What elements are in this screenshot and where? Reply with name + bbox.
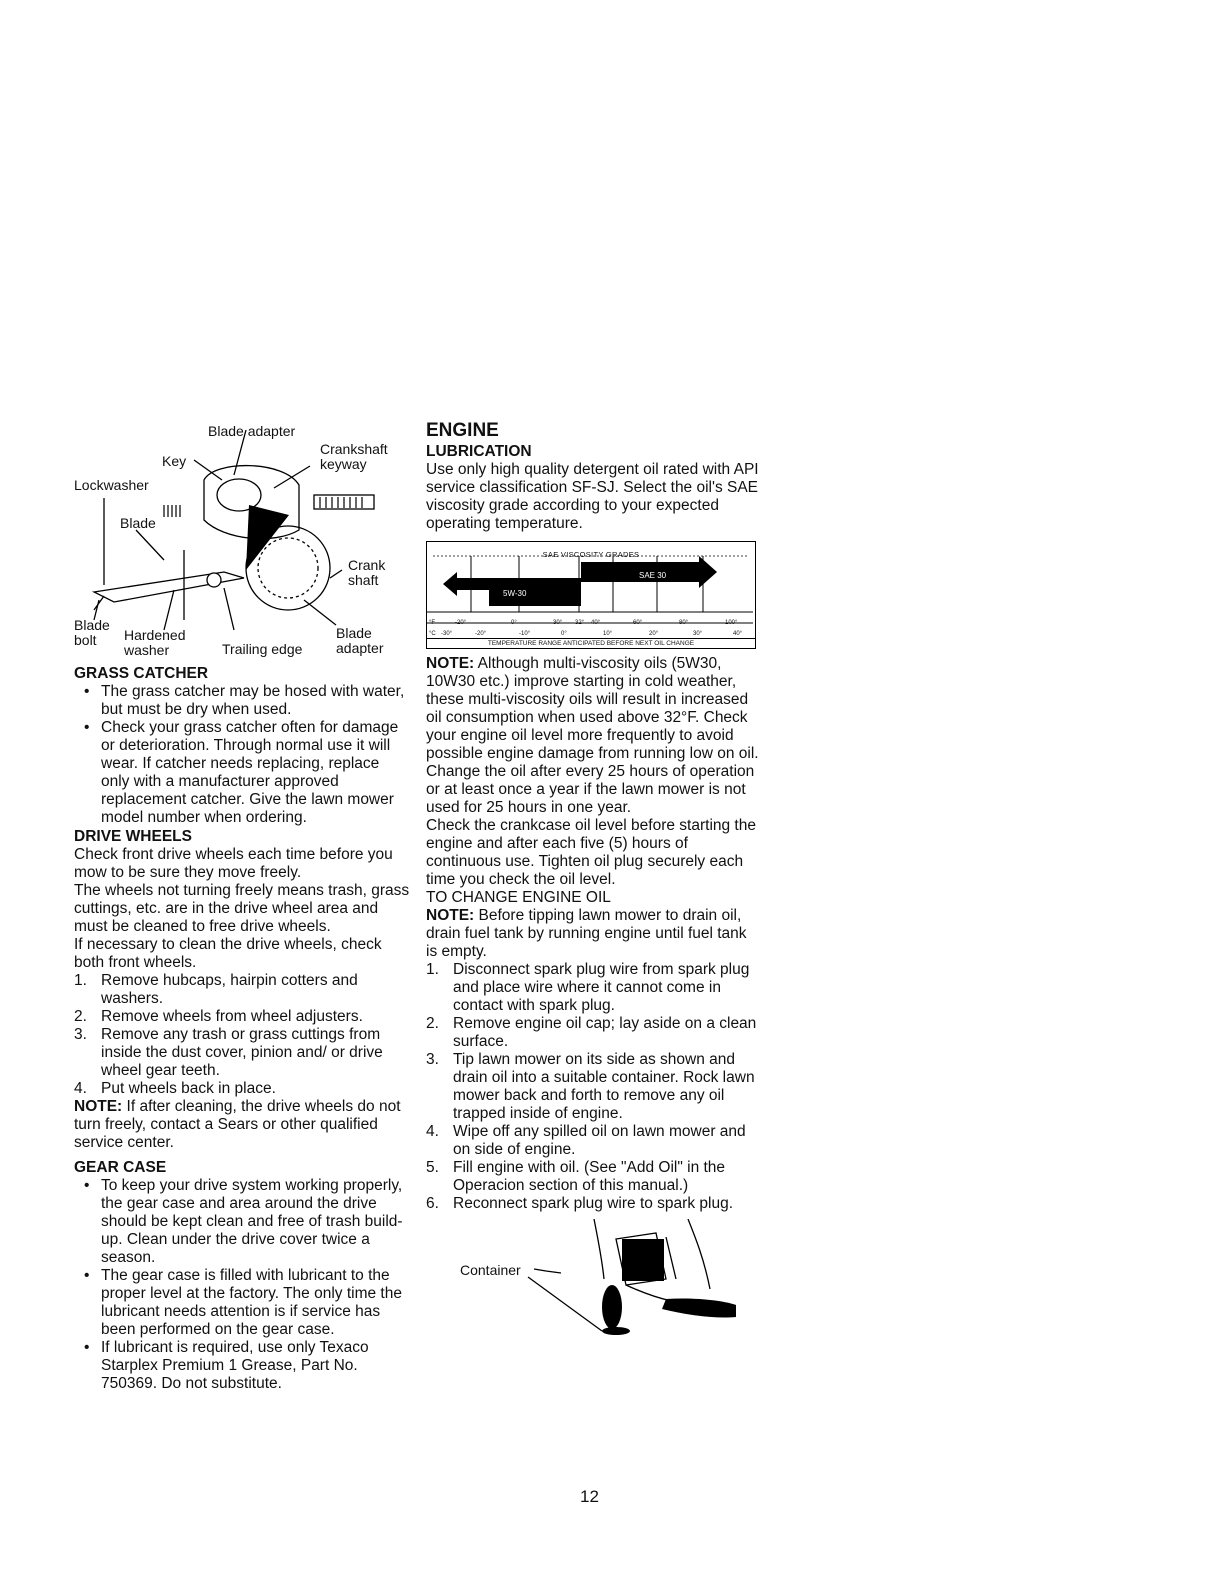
tick-label: 0° [511,620,517,626]
label-blade-adapter-bottom: Blade adapter [336,625,384,656]
bar-label-sae30: SAE 30 [639,571,667,580]
oil-drain-illustration [426,1219,760,1339]
change-oil-paragraph: Change the oil after every 25 hours of operation or at least once a year if the lawn mower is not used for 25 hours in one year. [426,763,755,816]
list-item: • If lubricant is required, use only Texaco Starplex Premium 1 Grease, Part No. 750369. Do not substitute. [74,1339,410,1393]
drive-wheels-steps [74,972,410,1098]
label-key: Key [162,453,187,469]
change-engine-oil-heading: TO CHANGE ENGINE OIL [426,889,611,906]
tick-label: 100° [725,620,738,626]
bar-label-5w30: 5W-30 [503,589,527,598]
engine-heading: ENGINE [426,420,499,441]
label-trailing-edge: Trailing edge [222,641,303,657]
gear-case-list [74,1177,410,1393]
left-column [74,420,410,1393]
change-oil-steps [426,961,760,1213]
list-item: • The grass catcher may be hosed with water, but must be dry when used. [74,683,410,719]
tick-label: 10° [603,631,613,637]
label-blade-bolt: Blade bolt [74,617,110,648]
drive-wheels-paragraph: The wheels not turning freely means trash, grass cuttings, etc. are in the drive wheel area and must be cleaned to free drive wheels. [74,882,410,935]
tick-label: 40° [733,631,743,637]
list-item: 6. Reconnect spark plug wire to spark plug. [426,1195,734,1212]
list-item: 1. Remove hubcaps, hairpin cotters and washers. [74,972,358,1007]
page-number: 12 [580,1487,599,1506]
list-item: • Check your grass catcher often for damage or deterioration. Through normal use it will wear. If catcher needs replacing, replace only with a manufacturer approved replacement catcher. Give the lawn mower model number when ordering. [74,719,410,827]
tick-label: 30° [553,620,563,626]
engine-note: NOTE: Although multi-viscosity oils (5W30, 10W30 etc.) improve starting in cold weather, these multi-viscosity oils will result in increased oil consumption when used above 32°F. Check your engine oil level more frequently to avoid possible engine damage from running low on oil. [426,655,759,762]
drive-wheels-paragraph: Check front drive wheels each time before you mow to be sure they move freely. [74,846,393,881]
list-item: 5. Fill engine with oil. (See "Add Oil" in the Operacion section of this manual.) [426,1159,726,1194]
list-item: 1. Disconnect spark plug wire from spark plug and place wire where it cannot come in contact with spark plug. [426,961,750,1014]
drive-wheels-paragraph: If necessary to clean the drive wheels, check both front wheels. [74,936,382,971]
list-item: 3. Remove any trash or grass cuttings from inside the dust cover, pinion and/ or drive wheel gear teeth. [74,1026,383,1079]
sae-viscosity-chart [426,541,756,649]
gear-case-heading: GEAR CASE [74,1159,167,1176]
drive-wheels-note: NOTE: If after cleaning, the drive wheels do not turn freely, contact a Sears or other qualified service center. [74,1098,401,1151]
tick-label: °C [429,631,436,637]
tick-label: 32° [575,620,585,626]
label-blade: Blade [120,515,156,531]
tick-label: 20° [649,631,659,637]
label-lockwasher: Lockwasher [74,477,149,493]
list-item: • The gear case is filled with lubricant to the proper level at the factory. The only time the lubricant needs attention is if service has been performed on the gear case. [74,1267,410,1339]
lubrication-intro: Use only high quality detergent oil rated with API service classification SF-SJ. Select the oil's SAE viscosity grade according to your expected operating temperature. [426,461,759,532]
list-item: 2. Remove engine oil cap; lay aside on a clean surface. [426,1015,757,1050]
tick-label: 0° [561,631,567,637]
list-item: 3. Tip lawn mower on its side as shown and drain oil into a suitable container. Rock lawn mower back and forth to remove any oil trapped inside of engine. [426,1051,755,1122]
lubrication-heading: LUBRICATION [426,443,532,460]
label-crankshaft-keyway: Crankshaft keyway [320,441,388,472]
list-item: 4. Put wheels back in place. [74,1080,276,1097]
label-container: Container [460,1262,521,1278]
list-item: 2. Remove wheels from wheel adjusters. [74,1008,363,1025]
label-hardened-washer: Hardened washer [124,627,186,658]
check-oil-paragraph: Check the crankcase oil level before starting the engine and after each five (5) hours of continuous use. Tighten oil plug securely each time you check the oil level. [426,817,756,888]
label-blade-adapter-top: Blade adapter [208,423,296,439]
tick-label: -20° [455,620,467,626]
tick-label: 80° [679,620,689,626]
grass-catcher-list [74,683,410,827]
change-oil-note: NOTE: Before tipping lawn mower to drain oil, drain fuel tank by running engine until fuel tank is empty. [426,907,747,960]
grass-catcher-heading: GRASS CATCHER [74,665,209,682]
label-crank-shaft: Crank shaft [348,557,386,588]
tick-label: -10° [519,631,531,637]
tick-label: 40° [591,620,601,626]
list-item: • To keep your drive system working properly, the gear case and area around the drive should be kept clean and free of trash build-up. Clean under the drive cover twice a season. [74,1177,410,1267]
right-column [426,420,760,1339]
blade-assembly-diagram [74,420,410,662]
viscosity-chart-footer: TEMPERATURE RANGE ANTICIPATED BEFORE NEXT OIL CHANGE [427,638,755,648]
container-diagram [426,1219,760,1339]
tick-label: -20° [475,631,487,637]
tick-label: °F [429,620,436,626]
tick-label: 60° [633,620,643,626]
viscosity-chart-title: SAE VISCOSITY GRADES [542,550,640,559]
drive-wheels-heading: DRIVE WHEELS [74,828,192,845]
tick-label: -30° [441,631,453,637]
tick-label: 30° [693,631,703,637]
list-item: 4. Wipe off any spilled oil on lawn mower and on side of engine. [426,1123,746,1158]
